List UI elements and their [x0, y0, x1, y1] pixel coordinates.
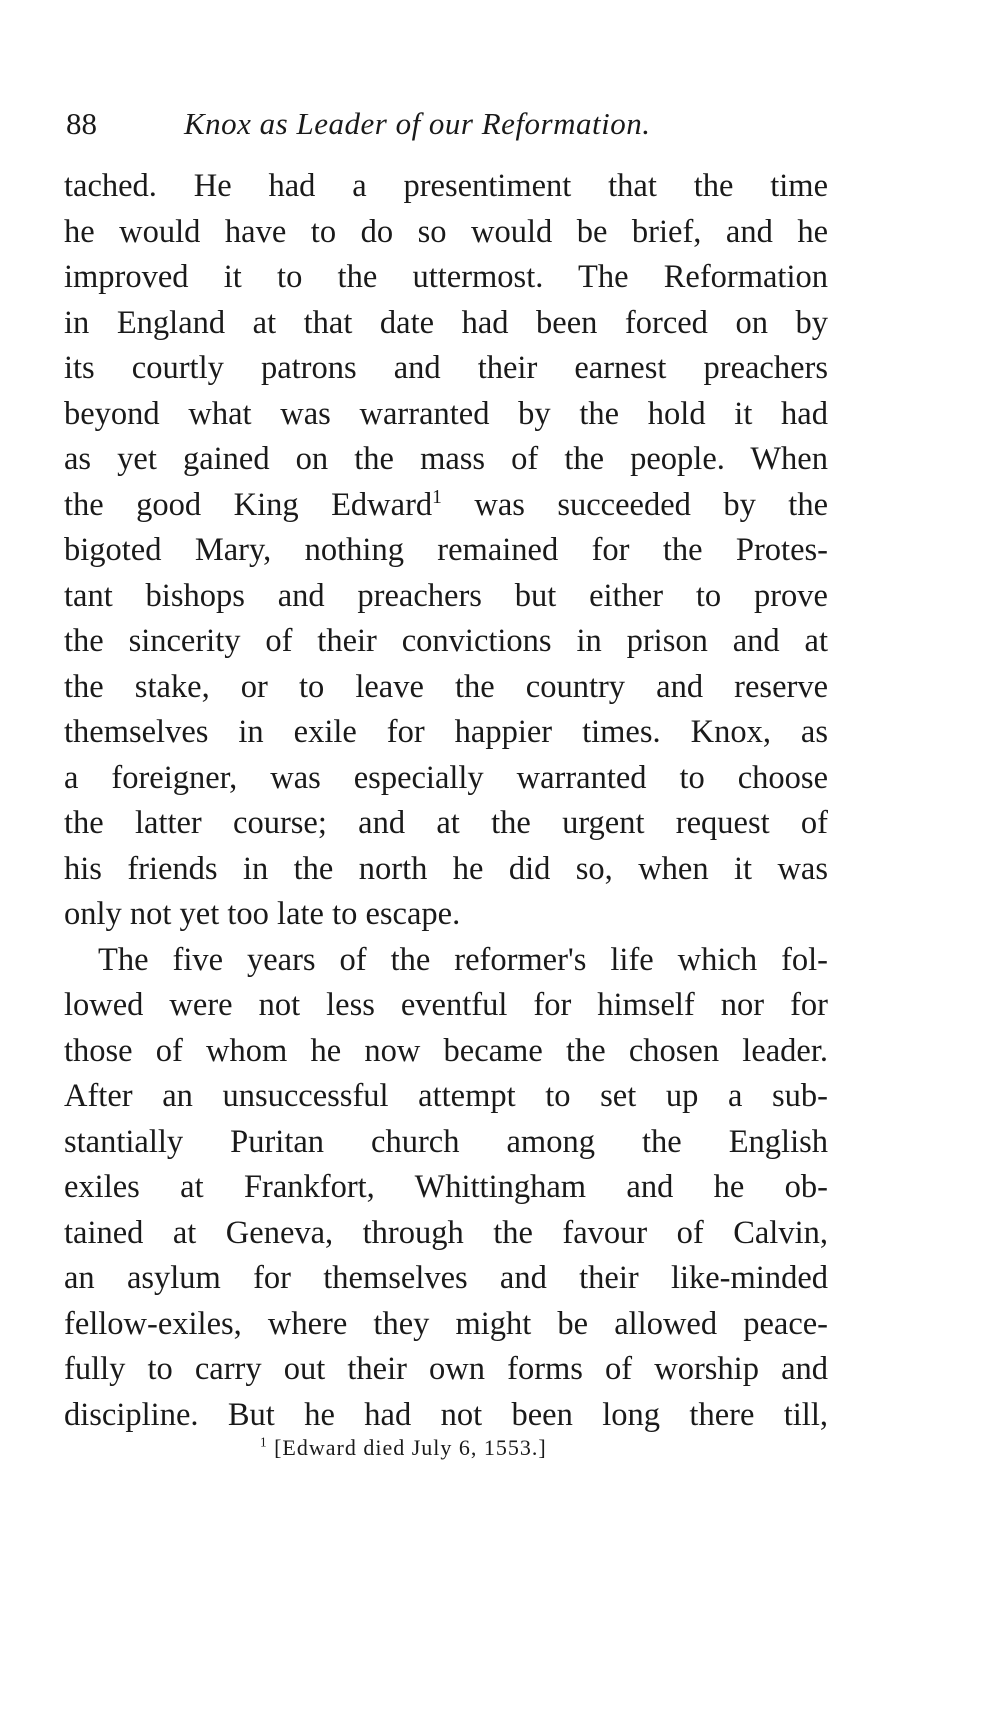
- text-line: improved it to the uttermost. The Reformation: [64, 259, 828, 295]
- text-line: tached. He had a presentiment that the time: [64, 168, 828, 204]
- running-head: [66, 104, 866, 144]
- body-text: [64, 164, 828, 1438]
- footnote-text: [Edward died July 6, 1553.]: [274, 1435, 547, 1460]
- text-line: fellow-exiles, where they might be allowed peace-: [64, 1305, 828, 1342]
- text-line: stantially Puritan church among the English: [64, 1123, 828, 1160]
- text-line: discipline. But he had not been long there till,: [64, 1396, 828, 1433]
- text-line: the sincerity of their convictions in prison and at: [64, 623, 828, 659]
- text-line: the stake, or to leave the country and reserve: [64, 668, 828, 705]
- text-line: tant bishops and preachers but either to prove: [64, 577, 828, 614]
- text-line: bigoted Mary, nothing remained for the Protes-: [64, 532, 828, 568]
- footnote-marker: 1: [260, 1434, 268, 1450]
- text-line: tained at Geneva, through the favour of Calvin,: [64, 1214, 828, 1251]
- text-segment: was succeeded by the: [441, 486, 828, 523]
- text-line: those of whom he now became the chosen leader.: [64, 1032, 828, 1069]
- text-line: the latter course; and at the urgent request of: [64, 805, 828, 841]
- text-line-with-footnote-ref: [64, 483, 828, 529]
- text-line: themselves in exile for happier times. Knox, as: [64, 714, 828, 750]
- text-line: in England at that date had been forced on by: [64, 304, 828, 341]
- text-line: a foreigner, was especially warranted to choose: [64, 759, 828, 796]
- text-line: After an unsuccessful attempt to set up a sub-: [64, 1078, 828, 1114]
- text-line: The five years of the reformer's life which fol-: [98, 941, 828, 978]
- text-line: exiles at Frankfort, Whittingham and he ob-: [64, 1169, 828, 1205]
- text-line: fully to carry out their own forms of worship and: [64, 1351, 828, 1387]
- page-number: 88: [66, 106, 97, 141]
- text-line: an asylum for themselves and their like-minded: [64, 1260, 828, 1296]
- running-title: Knox as Leader of our Reformation.: [184, 106, 651, 141]
- text-line: beyond what was warranted by the hold it had: [64, 395, 828, 432]
- text-line: lowed were not less eventful for himself nor for: [64, 987, 828, 1023]
- footnote: [260, 1433, 547, 1463]
- text-line: he would have to do so would be brief, and he: [64, 213, 828, 250]
- footnote-reference: 1: [432, 486, 442, 508]
- text-line: as yet gained on the mass of the people. When: [64, 441, 828, 477]
- text-line: his friends in the north he did so, when it was: [64, 850, 828, 887]
- text-line: only not yet too late to escape.: [64, 896, 461, 932]
- text-line: its courtly patrons and their earnest preachers: [64, 350, 828, 386]
- text-segment: the good King Edward: [64, 486, 433, 523]
